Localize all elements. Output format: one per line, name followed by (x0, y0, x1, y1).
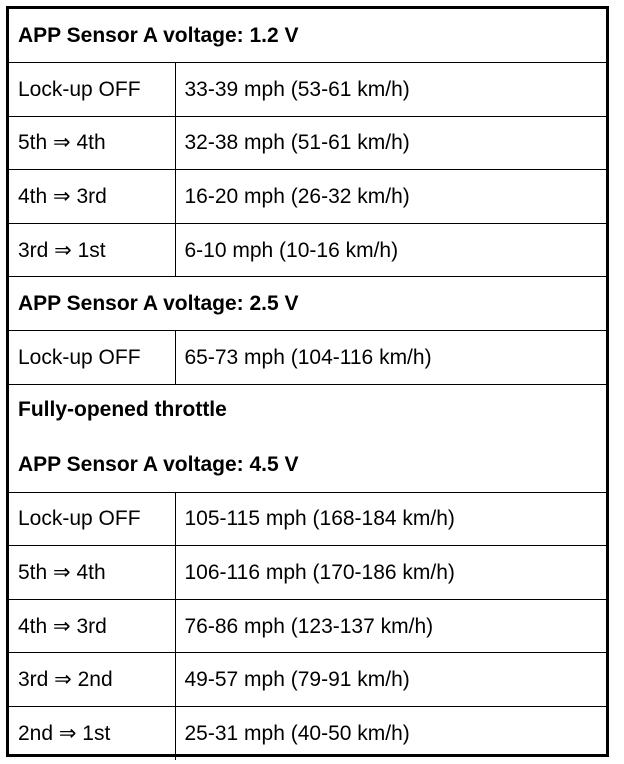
section-header-row (9, 277, 606, 331)
row-value: 49-57 mph (79-91 km/h) (175, 653, 606, 707)
row-label: 4th ⇒ 3rd (9, 599, 175, 653)
table-row (9, 63, 606, 117)
row-value: 25-31 mph (40-50 km/h) (175, 707, 606, 761)
table-row (9, 653, 606, 707)
shift-speed-table (9, 9, 606, 760)
row-value: 106-116 mph (170-186 km/h) (175, 546, 606, 600)
row-value: 6-10 mph (10-16 km/h) (175, 223, 606, 277)
table-row (9, 546, 606, 600)
table-row (9, 599, 606, 653)
table-row (9, 707, 606, 761)
row-label: 5th ⇒ 4th (9, 546, 175, 600)
section-header-row (9, 384, 606, 492)
row-label: Lock-up OFF (9, 63, 175, 117)
row-value: 76-86 mph (123-137 km/h) (175, 599, 606, 653)
row-value: 33-39 mph (53-61 km/h) (175, 63, 606, 117)
section-heading: APP Sensor A voltage: 2.5 V (9, 277, 606, 331)
row-label: 3rd ⇒ 2nd (9, 653, 175, 707)
row-value: 32-38 mph (51-61 km/h) (175, 116, 606, 170)
table-row (9, 492, 606, 546)
table-row (9, 170, 606, 224)
row-value: 105-115 mph (168-184 km/h) (175, 492, 606, 546)
table-row (9, 116, 606, 170)
section-subheading: Fully-opened throttle (18, 398, 227, 422)
shift-speed-table-frame (6, 6, 609, 757)
row-value: 65-73 mph (104-116 km/h) (175, 331, 606, 385)
row-label: Lock-up OFF (9, 492, 175, 546)
row-label: 4th ⇒ 3rd (9, 170, 175, 224)
row-label: Lock-up OFF (9, 331, 175, 385)
section-heading: APP Sensor A voltage: 1.2 V (9, 9, 606, 63)
section-heading-block (9, 384, 606, 492)
row-label: 2nd ⇒ 1st (9, 707, 175, 761)
section-heading: APP Sensor A voltage: 4.5 V (18, 453, 299, 477)
row-label: 5th ⇒ 4th (9, 116, 175, 170)
table-row (9, 331, 606, 385)
row-label: 3rd ⇒ 1st (9, 223, 175, 277)
section-header-row (9, 9, 606, 63)
table-row (9, 223, 606, 277)
row-value: 16-20 mph (26-32 km/h) (175, 170, 606, 224)
